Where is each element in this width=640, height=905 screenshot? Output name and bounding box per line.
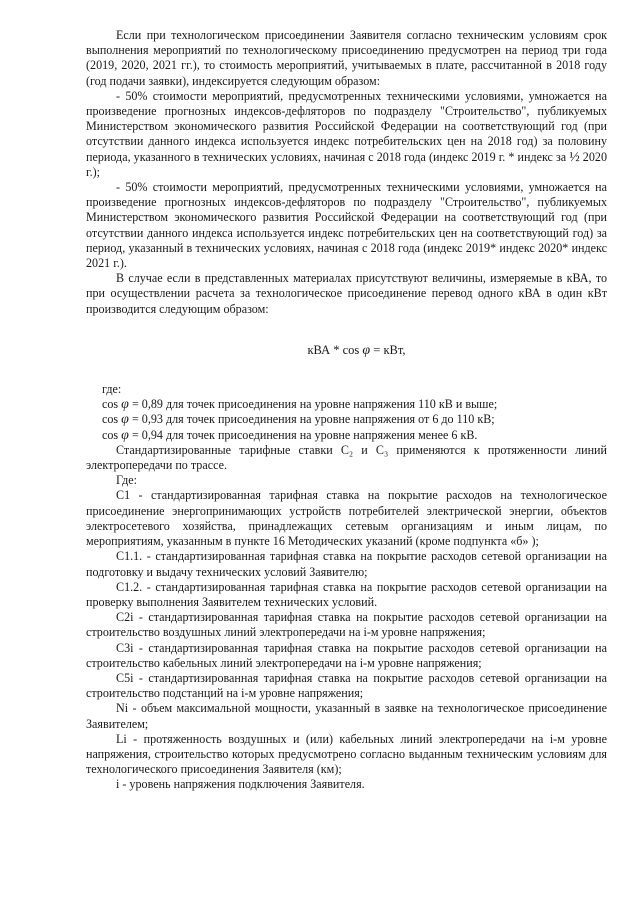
tariff-rates-note: Стандартизированные тарифные ставки С₂ и С₃ применяются к протяженности линий электропередачи по трассе. xyxy=(86,442,607,473)
paragraph-indexation-half-period-body: - 50% стоимости мероприятий, предусмотренных техническими условиями, умножается на произведение прогнозных индексов-дефляторов по подразделу "Строительство", публикуемых Министерством экономического развития Российской Федерации на соответствующий год (при отсутствии данного индекса используется индекс потребительских цен на 2018 год) за половину периода, указанного в технических условиях, начиная с 2018 года xyxy=(86,88,607,164)
phi-symbol: φ xyxy=(121,427,129,443)
definition-i: i - уровень напряжения подключения Заявителя. xyxy=(116,777,365,792)
cos-label: cos xyxy=(102,397,119,412)
paragraph-kva-conversion: В случае если в представленных материалах присутствуют величины, измеряемые в кВА, то при осуществлении расчета за технологическое присоединение перевод одного кВА в один кВт производится следующим образом: xyxy=(86,271,607,316)
where-label: где: xyxy=(102,382,122,397)
definition-c1: С1 - стандартизированная тарифная ставка на покрытие расходов на технологическое присоединение энергопринимающих устройств потребителей электрической энергии, объектов электросетевого хозяйства, принадлежащих сетевым организациям и иным лицам, по мероприятиям, указанным в пункте 16 Методических указаний (кроме подпункта «б» ); xyxy=(86,488,607,549)
cos-label: cos xyxy=(102,427,119,442)
phi-symbol: φ xyxy=(121,397,129,413)
paragraph-indexation-intro: Если при технологическом присоединении Заявителя согласно техническим условиям срок выполнения мероприятий по технологическому присоединению предусмотрен на период три года (2019, 2020, 2021 гг.), то стоимость мероприятий, учитываемых в плате, рассчитанной в 2018 году (год подачи заявки), индексируется следующим образом: xyxy=(86,28,607,88)
fraction-one-half: ½ xyxy=(569,149,580,165)
cos-phi-line-6-110kv xyxy=(86,412,607,427)
definition-c1-2: С1.2. - стандартизированная тарифная ставка на покрытие расходов сетевой организации на проверку выполнения Заявителем технических условий. xyxy=(86,579,607,609)
conversion-formula xyxy=(86,343,607,358)
formula-right: = кВт, xyxy=(373,342,406,357)
cos-phi-text: = 0,94 для точек присоединения на уровне напряжения менее 6 кВ. xyxy=(131,427,478,442)
definition-c5i: С5i - стандартизированная тарифная ставка на покрытие расходов сетевой организации на строительство подстанций на i-м уровне напряжения; xyxy=(86,670,607,701)
definition-c2i: С2i - стандартизированная тарифная ставка на покрытие расходов сетевой организации на строительство воздушных линий электропередачи на i-м уровне напряжения; xyxy=(86,610,607,640)
cos-phi-text: = 0,89 для точек присоединения на уровне напряжения 110 кВ и выше; xyxy=(131,397,498,412)
paragraph-indexation-half-period-tail-b: 2020 г.); xyxy=(86,149,607,179)
formula-left: кВА * cos xyxy=(307,342,360,357)
cos-label: cos xyxy=(102,412,119,427)
paragraph-indexation-full-period: - 50% стоимости мероприятий, предусмотренных техническими условиями, умножается на произведение прогнозных индексов-дефляторов по подразделу "Строительство", публикуемых Министерством экономического развития Российской Федерации на соответствующий год (при отсутствии данного индекса используется индекс потребительских цен на соответствующий год) за период, указанный в технических условиях, начиная с 2018 года (индекс 2019* индекс 2020* индекс 2021 г.). xyxy=(86,180,607,271)
where-label-2: Где: xyxy=(116,473,137,488)
definition-c1-1: С1.1. - стандартизированная тарифная ставка на покрытие расходов сетевой организации на подготовку и выдачу технических условий Заявителю; xyxy=(86,549,607,579)
paragraph-indexation-half-period-tail-a: (индекс 2019 г. * индекс за xyxy=(428,149,567,164)
cos-phi-line-110kv xyxy=(86,397,607,412)
definition-c3i: С3i - стандартизированная тарифная ставка на покрытие расходов сетевой организации на строительство кабельных линий электропередачи на i-м уровне напряжения; xyxy=(86,640,607,670)
formula-phi-symbol: φ xyxy=(362,342,371,358)
phi-symbol: φ xyxy=(121,412,129,428)
paragraph-indexation-half-period xyxy=(86,89,607,180)
definition-li: Li - протяженность воздушных и (или) кабельных линий электропередачи на i-м уровне напряжения, строительство которых предусмотрено согласно выданным техническим условиям для технологического присоединения Заявителя (км); xyxy=(86,731,607,777)
cos-phi-text: = 0,93 для точек присоединения на уровне напряжения от 6 до 110 кВ; xyxy=(131,412,495,427)
cos-phi-line-below-6kv xyxy=(86,428,607,443)
definition-ni: Ni - объем максимальной мощности, указанный в заявке на технологическое присоединение Заявителем; xyxy=(86,701,607,731)
